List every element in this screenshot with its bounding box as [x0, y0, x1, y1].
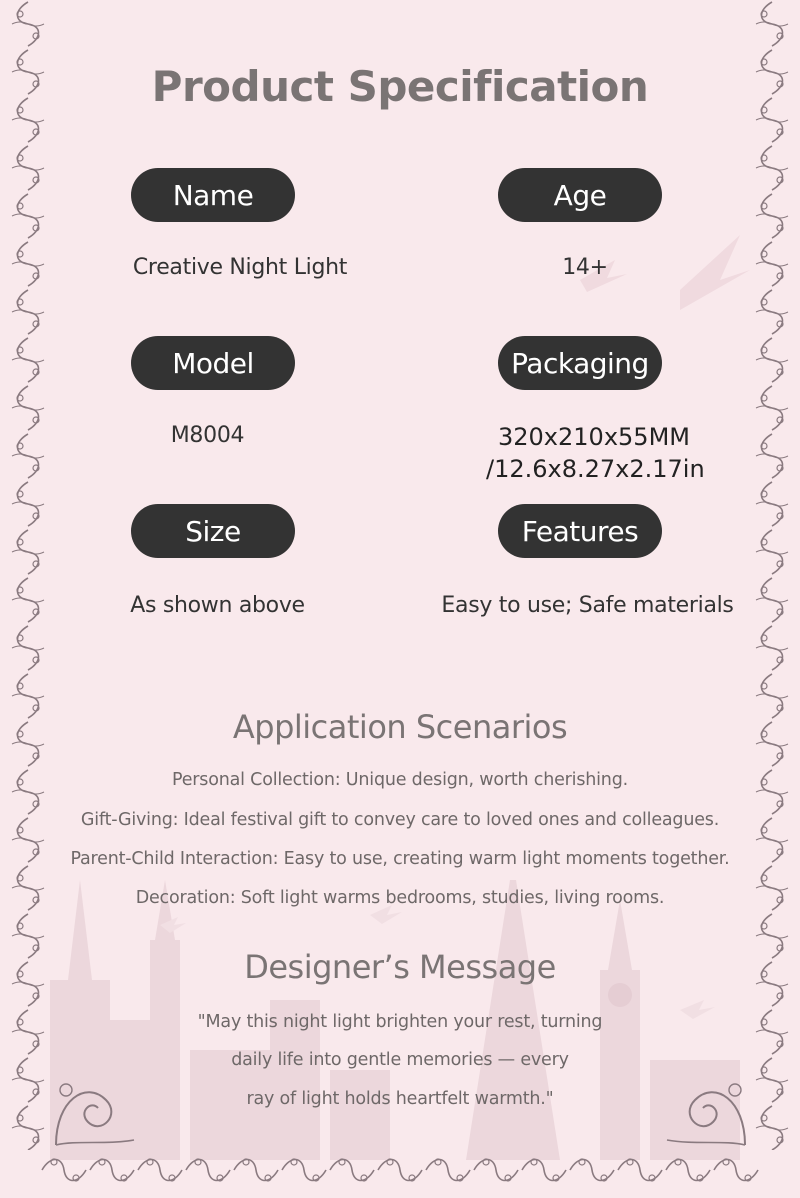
scenario-item: Decoration: Soft light warms bedrooms, studies, living rooms.: [135, 888, 665, 908]
spec-value-model: M8004: [170, 423, 245, 448]
spec-label-model: Model: [131, 336, 295, 390]
designer-message-heading: Designer’s Message: [244, 948, 556, 986]
city-skyline-watermark: [40, 820, 760, 1160]
bottom-ornament-border: [40, 1150, 760, 1190]
scenarios-heading: Application Scenarios: [232, 708, 568, 746]
scenario-item: Personal Collection: Unique design, worth cherishing.: [172, 770, 628, 790]
scenario-item: Parent-Child Interaction: Easy to use, creating warm light moments together.: [70, 849, 730, 869]
spec-label-age: Age: [498, 168, 662, 222]
scenario-item: Gift-Giving: Ideal festival gift to convey care to loved ones and colleagues.: [80, 810, 720, 830]
spec-value-name: Creative Night Light: [132, 255, 348, 280]
designer-message-line: daily life into gentle memories — every: [231, 1050, 569, 1070]
spec-value-packaging-imperial: /12.6x8.27x2.17in: [486, 455, 705, 483]
spec-value-age: 14+: [562, 255, 608, 280]
spec-label-packaging: Packaging: [498, 336, 662, 390]
spec-value-packaging-metric: 320x210x55MM: [498, 423, 690, 451]
spec-label-features: Features: [498, 504, 662, 558]
spec-value-features: Easy to use; Safe materials: [441, 593, 734, 618]
spec-value-size: As shown above: [130, 593, 305, 618]
designer-message-line: "May this night light brighten your rest, turning: [197, 1012, 603, 1032]
spec-label-size: Size: [131, 504, 295, 558]
spec-label-name: Name: [131, 168, 295, 222]
page-title: Product Specification: [151, 62, 649, 111]
designer-message-line: ray of light holds heartfelt warmth.": [246, 1089, 554, 1109]
